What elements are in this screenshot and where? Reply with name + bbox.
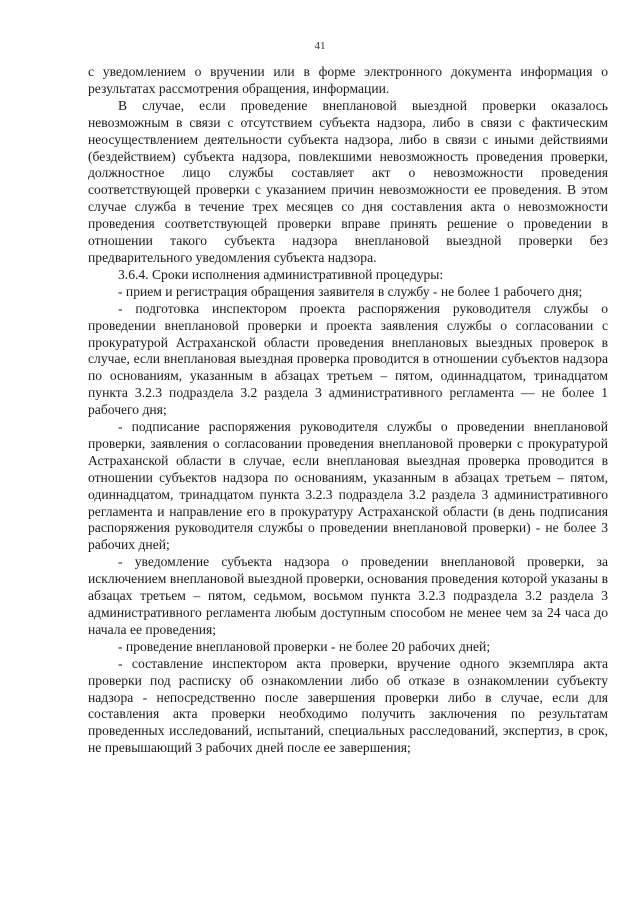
paragraph-1: с уведомлением о вручении или в форме электронного документа информация о результатах рассмотрения обращения, информации. (88, 64, 608, 96)
list-item-receipt: - прием и регистрация обращения заявителя в службу - не более 1 рабочего дня; (118, 283, 583, 299)
list-item-notification: - уведомление субъекта надзора о проведении внеплановой проверки, за исключением внеплановой выездной проверки, основания проведения которой указаны в абзацах третьем – пятом, седьмом, восьмом пункта 3.2.3 подраздела 3.2 раздела 3 административного регламента любым доступным способом не менее чем за 24 часа до начала ее проведения; (88, 554, 608, 637)
list-item-preparation: - подготовка инспектором проекта распоряжения руководителя службы о проведении внеплановой проверки и проекта заявления службы о согласовании с прокуратурой Астраханской области проведения внеплановых выездных проверок в случае, если внеплановая выездная проверка проводится в отношении субъектов надзора по основаниям, указанным в абзацах третьем – пятом, одиннадцатом, тринадцатом пункта 3.2.3 подраздела 3.2 раздела 3 административного регламента — не более 1 рабочего дня; (88, 300, 608, 418)
list-item-inspection: - проведение внеплановой проверки - не более 20 рабочих дней; (118, 638, 491, 654)
page-number: 41 (314, 40, 326, 52)
section-heading-3-6-4: 3.6.4. Сроки исполнения административной процедуры: (118, 266, 444, 282)
document-body (88, 64, 608, 757)
paragraph-2: В случае, если проведение внеплановой выездной проверки оказалось невозможным в связи с отсутствием субъекта надзора, либо в связи с фактическим неосуществлением деятельности субъекта надзора, либо в связи с иными действиями (бездействием) субъекта надзора, повлекшими невозможность проведения проверки, должностное лицо службы составляет акт о невозможности проведения соответствующей проверки с указанием причин невозможности ее проведения. В этом случае служба в течение трех месяцев со дня составления акта о невозможности проведения соответствующей проверки вправе принять решение о проведении в отношении такого субъекта надзора внеплановой выездной проверки без предварительного уведомления субъекта надзора. (88, 97, 608, 265)
list-item-act: - составление инспектором акта проверки, вручение одного экземпляра акта проверки под расписку об ознакомлении либо об отказе в ознакомлении субъекту надзора - непосредственно после завершения проверки либо в случае, если для составления акта проверки необходимо получить заключения по результатам проведенных исследований, испытаний, специальных расследований, экспертиз, в срок, не превышающий 3 рабочих дней после ее завершения; (88, 655, 608, 756)
list-item-signing: - подписание распоряжения руководителя службы о проведении внеплановой проверки, заявления о согласовании проведения внеплановой проверки с прокуратурой Астраханской области в случае, если внеплановая выездная проверка проводится в отношении субъектов надзора по основаниям, указанным в абзацах третьем – пятом, одиннадцатом, тринадцатом пункта 3.2.3 подраздела 3.2 раздела 3 административного регламента и направление его в прокуратуру Астраханской области (в день подписания распоряжения руководителя службы о проведении внеплановой проверки) - не более 3 рабочих дней; (88, 419, 608, 553)
